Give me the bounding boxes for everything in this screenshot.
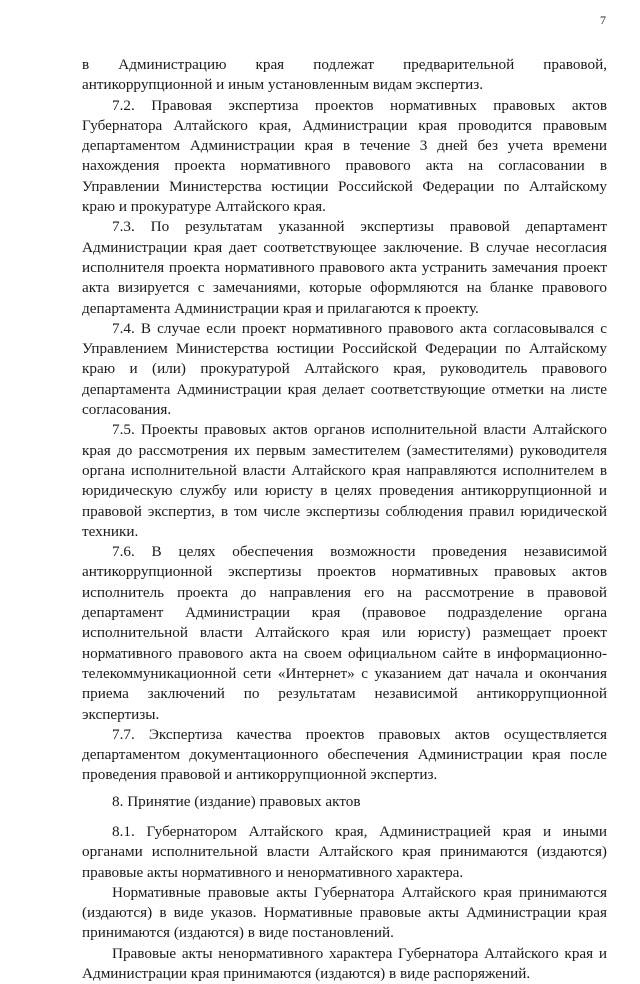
- paragraph-7-4: 7.4. В случае если проект нормативного правового акта согласовывался с Управлением Министерства юстиции Российской Федерации по Алтайскому краю и (или) прокуратурой Алтайского края, руководитель правового департамента Администрации края делает соответствующие отметки на листе согласования.: [82, 319, 607, 419]
- paragraph-7-5: 7.5. Проекты правовых актов органов исполнительной власти Алтайского края до рассмотрения их первым заместителем (заместителями) руководителя органа исполнительной власти Алтайского края направляются исполнителем в юридическую службу или юристу в целях проведения антикоррупционной и правовой экспертиз, в том числе экспертизы соблюдения правил юридической техники.: [82, 421, 607, 540]
- paragraph-8-1-normative: Нормативные правовые акты Губернатора Алтайского края принимаются (издаются) в виде указов. Нормативные правовые акты Администрации края принимаются (издаются) в виде постановлений.: [82, 883, 607, 942]
- paragraph-7-7: 7.7. Экспертиза качества проектов правовых актов осуществляется департаментом документационного обеспечения Администрации края после проведения правовой и антикоррупционной экспертиз.: [82, 725, 607, 784]
- paragraph-7-3: 7.3. По результатам указанной экспертизы правовой департамент Администрации края дает соответствующее заключение. В случае несогласия исполнителя проекта нормативного правового акта устранить замечания проект акта визируется с замечаниями, которые оформляются на бланке правового департамента Администрации края и прилагаются к проекту.: [82, 218, 607, 317]
- section-heading-8: 8. Принятие (издание) правовых актов: [112, 792, 361, 810]
- paragraph-continuation: в Администрацию края подлежат предварительной правовой, антикоррупционной и иным установленным видам экспертиз.: [82, 56, 607, 94]
- document-body: [82, 55, 607, 984]
- paragraph-8-1: 8.1. Губернатором Алтайского края, Администрацией края и иными органами исполнительной власти Алтайского края принимаются (издаются) правовые акты нормативного и ненормативного характера.: [82, 822, 607, 881]
- page-number: 7: [600, 13, 606, 27]
- paragraph-8-1-non-normative: Правовые акты ненормативного характера Губернатора Алтайского края и Администрации края принимаются (издаются) в виде распоряжений.: [82, 944, 607, 983]
- paragraph-7-2: 7.2. Правовая экспертиза проектов нормативных правовых актов Губернатора Алтайского края, Администрации края проводится правовым департаментом Администрации края в течение 3 дней без учета времени нахождения проекта нормативного правового акта на согласовании в Управлении Министерства юстиции Российской Федерации по Алтайскому краю и прокуратуре Алтайского края.: [82, 96, 607, 216]
- paragraph-7-6: 7.6. В целях обеспечения возможности проведения независимой антикоррупционной экспертизы проектов нормативных правовых актов исполнитель проекта до направления его на рассмотрение в правовой департамент Администрации края (правовое подразделение органа исполнительной власти Алтайского края или юристу) размещает проект нормативного правового акта на своем официальном сайте в информационно-телекоммуникационной сети «Интернет» с указанием дат начала и окончания приема заключений по результатам независимой антикоррупционной экспертизы.: [82, 543, 607, 723]
